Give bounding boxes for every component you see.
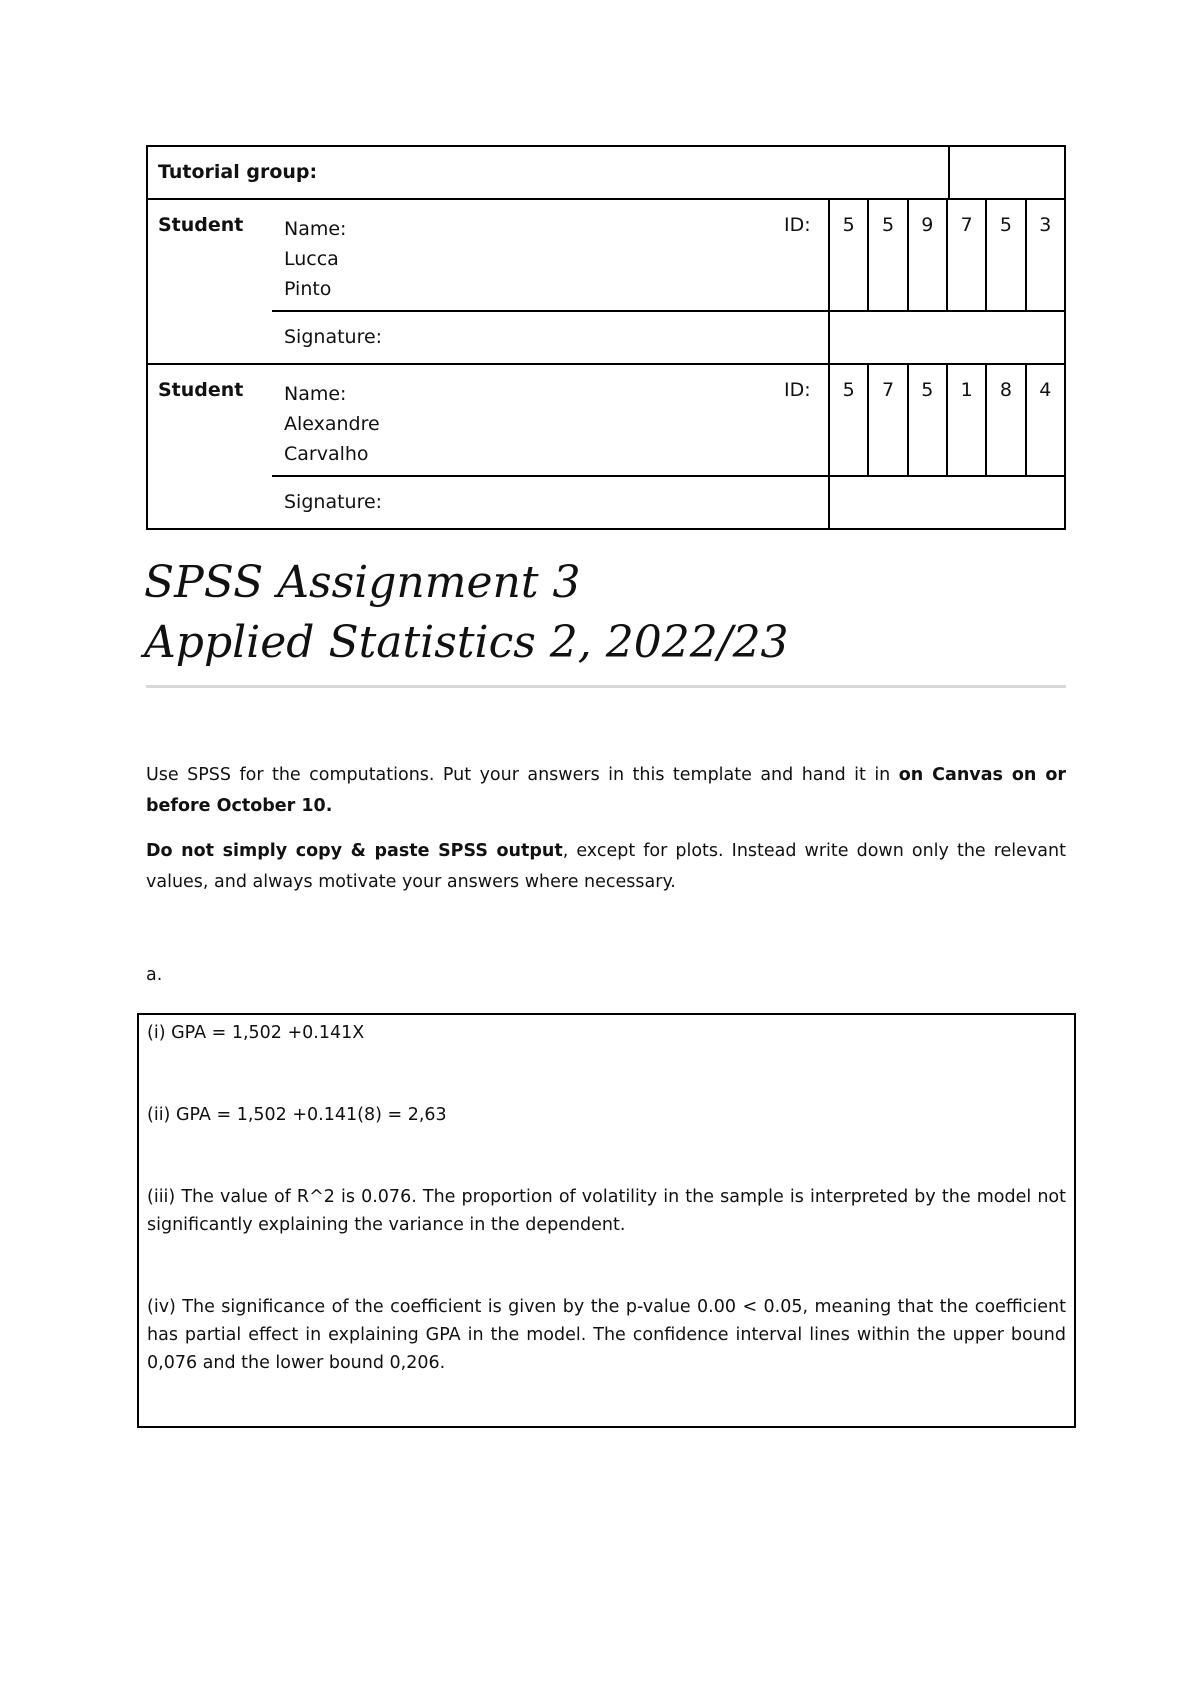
signature-label: Signature:	[284, 326, 383, 348]
id-digit: 7	[867, 365, 906, 475]
id-digit: 1	[946, 365, 985, 475]
id-digit: 4	[1025, 365, 1064, 475]
id-label: ID:	[784, 214, 811, 236]
instructions-deadline: on Canvas on or before October 10.	[146, 765, 1066, 816]
instructions-text: Use SPSS for the computations. Put your answers in this template and hand it in	[146, 765, 899, 785]
instructions-text: , except for plots. Instead write down only the relevant values, and always motivate your answers where necessary.	[146, 841, 1066, 892]
id-digit: 8	[985, 365, 1024, 475]
student-row-1	[148, 200, 1064, 365]
student-label: Student	[158, 214, 244, 236]
student-last-name: Carvalho	[284, 443, 369, 465]
student-id-digits	[828, 200, 1064, 310]
id-digit: 3	[1025, 200, 1064, 310]
tutorial-group-label: Tutorial group:	[158, 161, 318, 183]
answer-i: (i) GPA = 1,502 +0.141X	[147, 1023, 365, 1043]
id-digit: 5	[828, 365, 867, 475]
student-info-table	[146, 145, 1066, 530]
signature-field[interactable]	[828, 475, 1064, 528]
title-divider	[146, 685, 1066, 688]
section-label: a.	[146, 965, 163, 985]
document-title	[144, 553, 789, 673]
signature-field[interactable]	[828, 310, 1064, 363]
tutorial-group-row	[148, 147, 1064, 200]
name-label: Name:	[284, 383, 347, 405]
id-digit: 9	[907, 200, 946, 310]
instructions-paragraph-1	[146, 760, 1066, 822]
instructions-paragraph-2	[146, 836, 1066, 898]
student-first-name: Lucca	[284, 248, 339, 270]
name-label: Name:	[284, 218, 347, 240]
id-digit: 5	[828, 200, 867, 310]
id-label: ID:	[784, 379, 811, 401]
answer-iv: (iv) The significance of the coefficient is given by the p-value 0.00 < 0.05, meaning that the coefficient has partial effect in explaining GPA in the model. The confidence interval lines within the upper bound 0,076 and the lower bound 0,206.	[147, 1297, 1066, 1373]
title-line-1: SPSS Assignment 3	[144, 557, 581, 608]
signature-label: Signature:	[284, 491, 383, 513]
student-id-digits	[828, 365, 1064, 475]
id-digit: 7	[946, 200, 985, 310]
title-line-2: Applied Statistics 2, 2022/23	[144, 617, 789, 668]
instructions-warning: Do not simply copy & paste SPSS output	[146, 841, 563, 861]
answer-box	[137, 1013, 1076, 1428]
answer-ii: (ii) GPA = 1,502 +0.141(8) = 2,63	[147, 1105, 447, 1125]
student-label: Student	[158, 379, 244, 401]
answer-iii: (iii) The value of R^2 is 0.076. The proportion of volatility in the sample is interpreted by the model not significantly explaining the variance in the dependent.	[147, 1187, 1066, 1235]
id-digit: 5	[867, 200, 906, 310]
student-first-name: Alexandre	[284, 413, 380, 435]
tutorial-group-field[interactable]	[948, 147, 1064, 198]
student-row-2	[148, 365, 1064, 528]
student-name-block	[284, 214, 346, 304]
student-name-block	[284, 379, 380, 469]
student-last-name: Pinto	[284, 278, 332, 300]
id-digit: 5	[907, 365, 946, 475]
id-digit: 5	[985, 200, 1024, 310]
